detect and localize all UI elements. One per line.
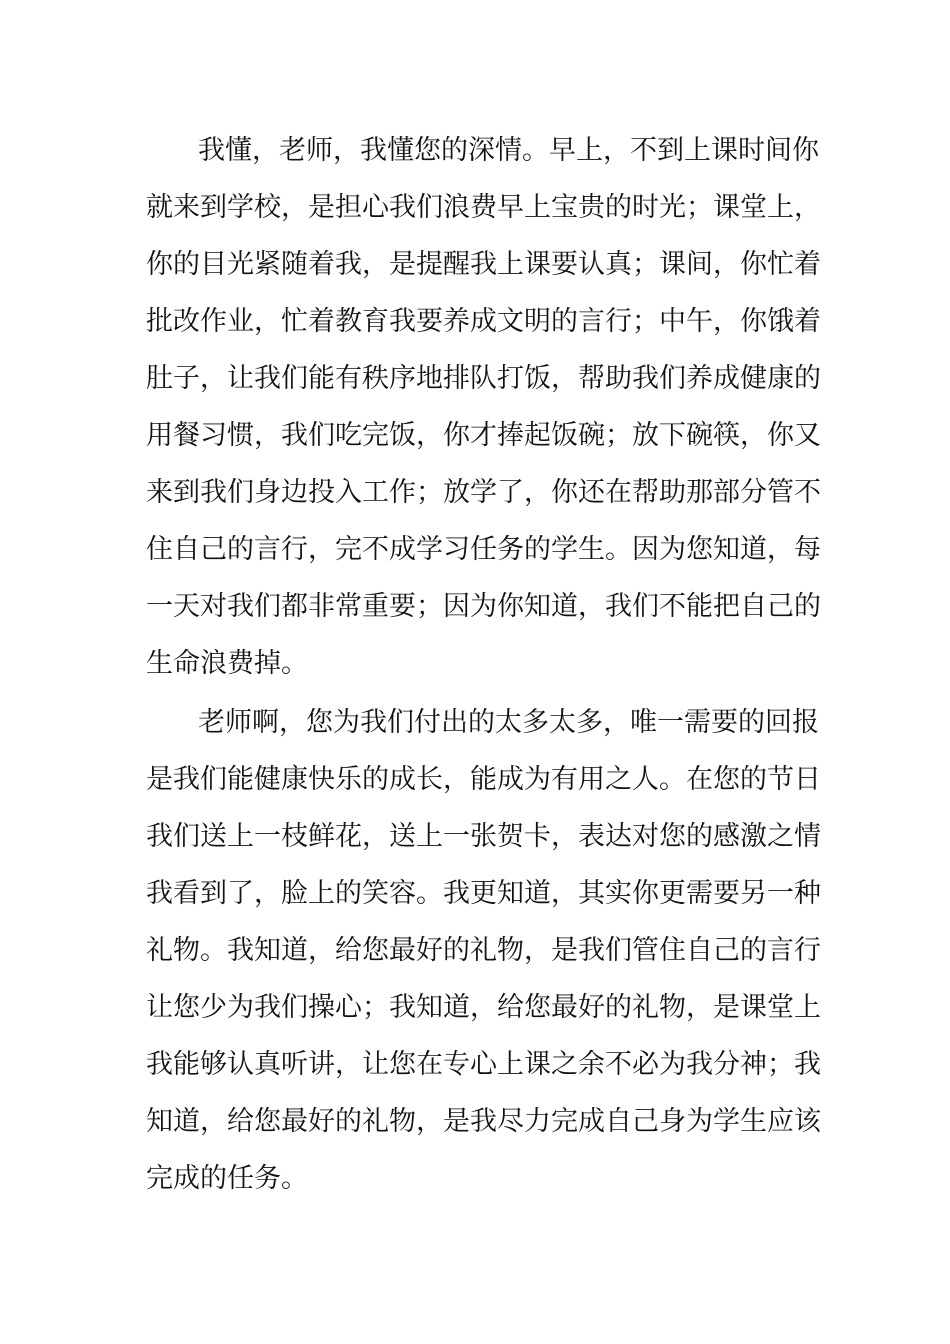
text-line: 我能够认真听讲，让您在专心上课之余不必为我分神；我 <box>146 1049 821 1080</box>
text-line: 完成的任务。 <box>146 1163 308 1194</box>
text-line: 住自己的言行，完不成学习任务的学生。因为您知道，每 <box>146 534 821 565</box>
text-line: 就来到学校，是担心我们浪费早上宝贵的时光；课堂上， <box>146 192 821 223</box>
text-line: 用餐习惯，我们吃完饭，你才捧起饭碗；放下碗筷，你又 <box>146 420 821 451</box>
text-line: 是我们能健康快乐的成长，能成为有用之人。在您的节日 <box>146 764 821 795</box>
text-line: 生命浪费掉。 <box>146 648 308 679</box>
text-line: 一天对我们都非常重要；因为你知道，我们不能把自己的 <box>146 591 821 622</box>
text-line: 我懂，老师，我懂您的深情。早上，不到上课时间你 <box>198 135 819 166</box>
text-line: 礼物。我知道，给您最好的礼物，是我们管住自己的言行 <box>146 935 821 966</box>
text-line: 批改作业，忙着教育我要养成文明的言行；中午，你饿着 <box>146 306 821 337</box>
text-line: 我们送上一枝鲜花，送上一张贺卡，表达对您的感激之情 <box>146 821 821 852</box>
text-line: 我看到了，脸上的笑容。我更知道，其实你更需要另一种 <box>146 878 821 909</box>
text-line: 你的目光紧随着我，是提醒我上课要认真；课间，你忙着 <box>146 249 821 280</box>
text-line: 老师啊，您为我们付出的太多太多，唯一需要的回报 <box>198 707 819 738</box>
text-line: 来到我们身边投入工作；放学了，你还在帮助那部分管不 <box>146 477 821 508</box>
text-line: 让您少为我们操心；我知道，给您最好的礼物，是课堂上 <box>146 992 821 1023</box>
text-line: 肚子，让我们能有秩序地排队打饭，帮助我们养成健康的 <box>146 363 821 394</box>
text-line: 知道，给您最好的礼物，是我尽力完成自己身为学生应该 <box>146 1106 821 1137</box>
